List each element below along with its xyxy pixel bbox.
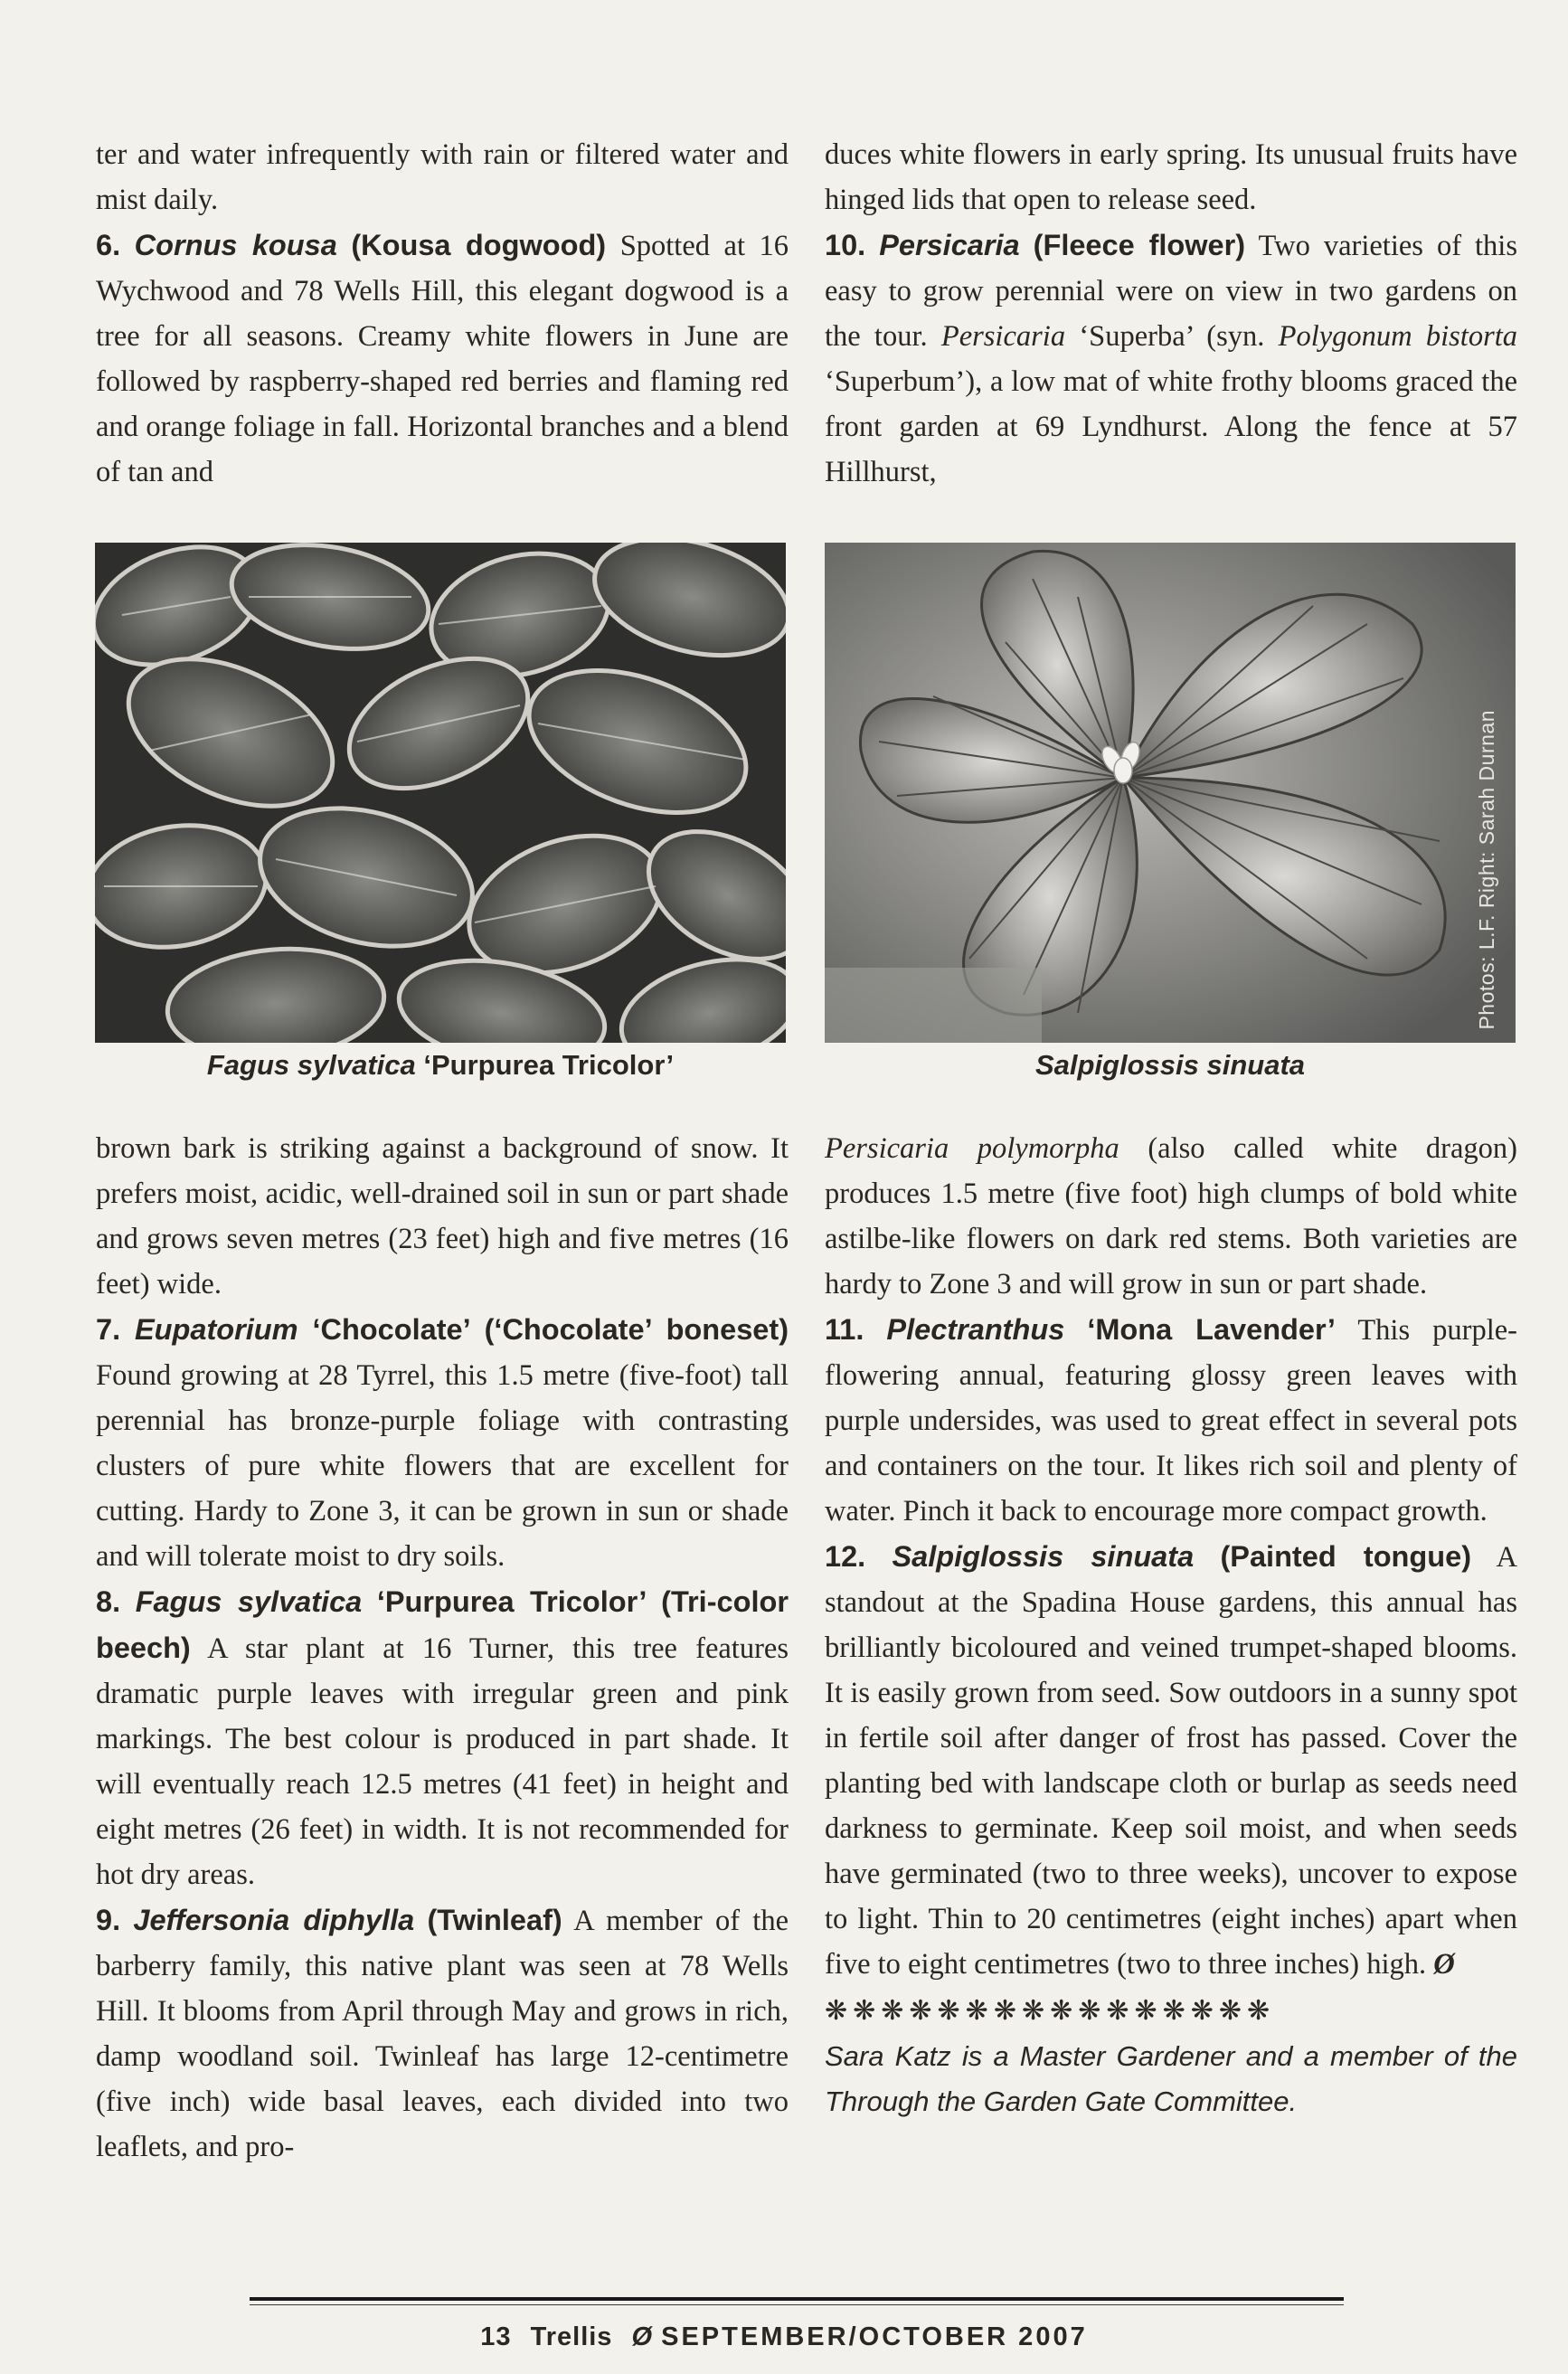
entry-6 [96,222,789,495]
issue-date: SEPTEMBER/OCTOBER 2007 [661,2322,1088,2351]
entry-12-text: A standout at the Spadina House gardens, this annual has brilliantly bicoloured and veined trumpet-shaped blooms. It is easily grown from seed. Sow outdoors in a sunny spot in fertile soil after danger of frost has passed. Cover the planting bed with landscape cloth or burlap as seeds need darkness to germinate. Keep soil moist, and when seeds have germinated (two to three weeks), uncover to expose to light. Thin to 20 centimetres (eight inches) apart when five to eight centimetres (two to three inches) high. [825,1541,1518,1981]
entry-10 [825,222,1517,495]
persicaria-polymorpha-italic: Persicaria polymorpha [825,1132,1119,1165]
entry-10-text-c: ‘Superbum’), a low mat of white frothy blooms graced the front garden at 69 Lyndhurst. Along the fence at 57 Hillhurst, [825,365,1517,488]
persicaria-polymorpha-text: (also called white dragon) produces 1.5 metre (five foot) high clumps of bold white astilbe-like flowers on dark red stems. Both varieties are hardy to Zone 3 and will grow in sun or part shade. [825,1132,1517,1300]
paragraph-continued: ter and water infrequently with rain or filtered water and mist daily. [96,138,789,216]
entry-6-name: Cornus kousa [134,229,337,261]
entry-10-italic-b: Polygonum bistorta [1278,320,1518,353]
entry-7-number: 7. [96,1313,121,1346]
entry-10-number: 10. [825,229,866,261]
page-number: 13 [480,2322,512,2351]
author-bio: Sara Katz is a Master Gardener and a member of the Through the Garden Gate Committee. [825,2040,1517,2117]
left-column-bottom [96,1126,789,2170]
left-column-top [96,132,789,495]
entry-8-number: 8. [96,1585,121,1618]
entry-6-common: (Kousa dogwood) [351,229,607,261]
entry-10-italic-a: Persicaria [940,320,1066,353]
photo-salpiglossis [825,543,1516,1043]
entry-12-name: Salpiglossis sinuata [892,1540,1195,1573]
entry-8-common: ‘Purpurea Tricolor’ (Tri-color beech) [96,1585,789,1664]
entry-11 [825,1307,1517,1534]
entry-7-name: Eupatorium [135,1313,298,1346]
salpiglossis-image [825,543,1516,1043]
entry-11-name: Plectranthus [886,1313,1065,1346]
caption-beech-italic: Fagus sylvatica [206,1049,416,1081]
footer-rule [250,2297,1344,2301]
entry-10-text-b: ‘Superba’ (syn. [1079,320,1265,353]
paragraph-continued-right: duces white flowers in early spring. Its unusual fruits have hinged lids that open to release seed. [825,138,1517,216]
entry-11-text: This purple-flowering annual, featuring glossy green leaves with purple undersides, was used to great effect in several pots and containers on the tour. It likes rich soil and plenty of water. Pinch it back to encourage more compact growth. [825,1314,1517,1527]
entry-11-number: 11. [825,1313,864,1346]
photo-beech-leaves [95,543,786,1043]
caption-salpiglossis: Salpiglossis sinuata [1034,1049,1306,1081]
entry-7-common: ‘Chocolate’ (‘Chocolate’ boneset) [312,1313,789,1346]
page-footer [0,2322,1568,2352]
entry-10-common: (Fleece flower) [1033,229,1246,261]
entry-12-number: 12. [825,1540,866,1573]
entry-12-common: (Painted tongue) [1220,1540,1472,1573]
magazine-name: Trellis [530,2322,613,2351]
beech-leaves-image [95,543,786,1043]
entry-7 [96,1307,789,1579]
paragraph-continued-10 [825,1126,1517,1307]
paragraph-continued-6: brown bark is striking against a background of snow. It prefers moist, acidic, well-drained soil in sun or part shade and grows seven metres (23 feet) high and five metres (16 feet) wide. [96,1132,789,1300]
entry-11-common: ‘Mona Lavender’ [1087,1313,1336,1346]
entry-9 [96,1897,789,2170]
entry-6-number: 6. [96,229,121,261]
entry-8 [96,1579,789,1897]
entry-10-name: Persicaria [879,229,1020,261]
entry-12 [825,1534,1517,1987]
end-mark-icon: Ø [1433,1948,1455,1981]
right-column-top [825,132,1517,495]
entry-8-text: A star plant at 16 Turner, this tree features dramatic purple leaves with irregular green and pink markings. The best colour is produced in part shade. It will eventually reach 12.5 metres (41 feet) in height and eight metres (26 feet) in width. It is not recommended for hot dry areas. [96,1632,789,1891]
entry-6-text: Spotted at 16 Wychwood and 78 Wells Hill, this elegant dogwood is a tree for all seasons. Creamy white flowers in June are followed by raspberry-shaped red berries and flaming red and orange foliage in fall. Horizontal branches and a blend of tan and [96,230,789,488]
caption-beech-rest: ‘Purpurea Tricolor’ [423,1049,675,1081]
entry-9-text: A member of the barberry family, this native plant was seen at 78 Wells Hill. It blooms from April through May and grows in rich, damp woodland soil. Twinleaf has large 12-centimetre (five inch) wide basal leaves, each divided into two leaflets, and pro- [96,1905,789,2163]
entry-8-name: Fagus sylvatica [135,1585,363,1618]
right-column-bottom [825,1126,1517,2124]
trellis-logo-icon: Ø [631,2322,654,2351]
entry-9-name: Jeffersonia diphylla [133,1904,415,1936]
star-divider: ❋❋❋❋❋❋❋❋❋❋❋❋❋❋❋❋ [825,1995,1276,2027]
footer-rule-thin [250,2304,1344,2305]
photo-credit: Photos: L.F. Right: Sarah Durnan [1475,710,1498,1030]
entry-9-number: 9. [96,1904,121,1936]
entry-9-common: (Twinleaf) [427,1904,562,1936]
caption-beech [95,1049,786,1082]
entry-7-text: Found growing at 28 Tyrrel, this 1.5 metre (five-foot) tall perennial has bronze-purple foliage with contrasting clusters of pure white flowers that are excellent for cutting. Hardy to Zone 3, it can be grown in sun or shade and will tolerate moist to dry soils. [96,1359,789,1573]
entry-10-text-a: Two varieties of this easy to grow perennial were on view in two gardens on the tour. [825,230,1517,353]
